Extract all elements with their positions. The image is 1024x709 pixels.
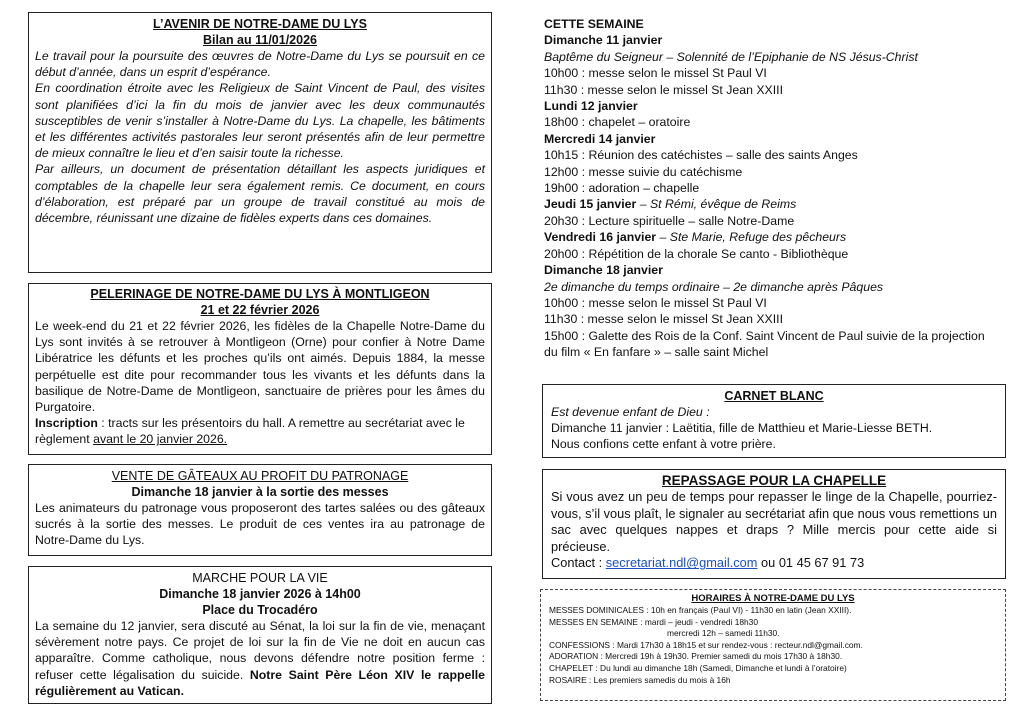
feast-inline: – Ste Marie, Refuge des pêcheurs [656,230,847,245]
event-line: 10h00 : messe selon le missel St Paul VI [544,295,767,310]
event-line: 11h30 : messe selon le missel St Jean XXIII [544,82,783,97]
event-line: 11h30 : messe selon le missel St Jean XXIII [544,312,783,327]
avenir-paragraph-1: Le travail pour la poursuite des œuvres de Notre-Dame du Lys se poursuit en ce début d’année, dans un esprit d’espérance. [35,49,485,80]
day-vendredi-16-row [544,229,994,245]
email-link[interactable]: secretariat.ndl@gmail.com [605,555,758,571]
horaires-line: ADORATION : Mercredi 19h à 19h30. Premier samedi du mois 17h30 à 18h30. [549,651,843,662]
event-line: 12h00 : messe suivie du catéchisme [544,164,743,179]
day-dimanche-11: Dimanche 11 janvier [544,33,663,48]
pelerinage-inscription [35,415,485,447]
avenir-title: L’AVENIR DE NOTRE-DAME DU LYS [153,17,367,31]
event-line: 10h15 : Réunion des catéchistes – salle des saints Anges [544,148,858,163]
feast-line: Baptême du Seigneur – Solennité de l’Epiphanie de NS Jésus-Christ [544,49,918,64]
weekly-schedule [544,16,994,361]
avenir-paragraph-2: En coordination étroite avec les Religieux de Saint Vincent de Paul, des visites sont planifiées d’ici la fin du mois de janvier avec les deux communautés susceptibles de venir s’installer à Notre-Dame du Lys. La chapelle, les bâtiments et les différentes activités pastorales leur seront présentés afin de leur permettre de mieux connaître le lieu et d’en saisir toute la richesse. [35,81,485,161]
day-vendredi-16: Vendredi 16 janvier [544,230,657,245]
schedule-heading: CETTE SEMAINE [544,17,644,31]
avenir-paragraph-3: Par ailleurs, un document de présentation détaillant les aspects juridiques et comptables de la chapelle leur sera également remis. Ce document, en cours d’élaboration, est préparé par un groupe de travail constitué au mois de décembre, réunissant une dizaine de fidèles experts dans ces domaines. [35,162,485,226]
repassage-title: REPASSAGE POUR LA CHAPELLE [661,473,887,488]
day-jeudi-15: Jeudi 15 janvier [544,197,637,212]
gateaux-title: VENTE DE GÂTEAUX AU PROFIT DU PATRONAGE [111,469,409,483]
horaires-line: MESSES DOMINICALES : 10h en français (Paul VI) - 11h30 en latin (Jean XXIII). [549,605,852,615]
gateaux-subtitle: Dimanche 18 janvier à la sortie des messes [131,485,389,499]
marche-paragraph [35,618,485,699]
day-jeudi-15-row [544,196,994,212]
horaires-line: ROSAIRE : Les premiers samedis du mois à 16h [549,674,731,685]
pelerinage-paragraph: Le week-end du 21 et 22 février 2026, les fidèles de la Chapelle Notre-Dame du Lys sont invités à se retrouver à Montligeon (Orne) pour confier à Notre Dame Libératrice les défunts et les proches qu’ils ont aimés. Depuis 1884, la messe perpétuelle est dite pour recommander tous les vivants et les défunts dans la basilique de Notre-Dame de Montligeon, sanctuaire de prières pour les âmes du Purgatoire. [35,319,485,415]
marche-text: La semaine du 12 janvier, sera discuté au Sénat, la loi sur la fin de vie, menaçant sévèrement notre pays. Ce projet de loi sur la fin de Vie ne doit en aucun cas apparaître. Comme catholique, nous devons défendre notre position ferme : refuser cette légalisation du suicide. [35,619,485,682]
carnet-title: CARNET BLANC [724,389,824,403]
carnet-box [542,384,1006,458]
marche-subtitle-place: Place du Trocadéro [202,603,318,617]
horaires-line: MESSES EN SEMAINE : mardi – jeudi - vendredi 18h30 [549,616,759,627]
pelerinage-subtitle: 21 et 22 février 2026 [200,303,320,317]
horaires-line: CONFESSIONS : Mardi 17h30 à 18h15 et sur rendez-vous : recteur.ndl@gmail.com. [549,639,863,650]
event-line: 19h00 : adoration – chapelle [544,181,700,196]
pelerinage-title: PELERINAGE DE NOTRE-DAME DU LYS À MONTLIGEON [90,287,430,301]
event-line: 18h00 : chapelet – oratoire [544,115,691,130]
event-line: 10h00 : messe selon le missel St Paul VI [544,66,767,81]
feast-line: 2e dimanche du temps ordinaire – 2e dimanche après Pâques [544,279,884,294]
repassage-contact [551,555,997,572]
repassage-box [542,469,1006,579]
event-line: 20h30 : Lecture spirituelle – salle Notre-Dame [544,213,795,228]
feast-inline: – St Rémi, évêque de Reims [636,197,797,212]
gateaux-paragraph: Les animateurs du patronage vous proposeront des tartes salées ou des gâteaux sucrés à la sortie des messes. Le produit de ces ventes ira au patronage de Notre-Dame du Lys. [35,501,485,548]
inscription-label: Inscription [35,416,98,431]
horaires-line: CHAPELET : Du lundi au dimanche 18h (Samedi, Dimanche et lundi à l’oratoire) [549,662,847,673]
marche-title: MARCHE POUR LA VIE [192,571,328,585]
marche-bold-text: Notre Saint Père Léon XIV le rappelle régulièrement au Vatican. [35,667,485,698]
event-line: 15h00 : Galette des Rois de la Conf. Saint Vincent de Paul suivie de la projection [544,328,985,343]
marche-box [28,566,492,704]
avenir-subtitle: Bilan au 11/01/2026 [203,33,317,47]
day-lundi-12: Lundi 12 janvier [544,99,638,114]
horaires-line: mercredi 12h – samedi 11h30. [667,628,780,639]
gateaux-box [28,464,492,556]
carnet-line-1: Dimanche 11 janvier : Laëtitia, fille de Matthieu et Marie-Liesse BETH. [551,421,933,436]
repassage-paragraph: Si vous avez un peu de temps pour repasser le linge de la Chapelle, pourriez-vous, s’il vous plaît, le signaler au secrétariat afin que nous vous remettions un sac avec quelques nappes et draps ? Mille mercis pour cette aide si précieuse. [551,489,997,554]
contact-phone: ou 01 45 67 91 73 [757,555,865,571]
inscription-text: : tracts sur les présentoirs du hall. A remettre au secrétariat avec le règlement [35,416,465,447]
carnet-intro: Est devenue enfant de Dieu : [551,405,710,419]
day-dimanche-18: Dimanche 18 janvier [544,263,663,278]
day-mercredi-14: Mercredi 14 janvier [544,131,656,146]
avenir-box [28,12,492,273]
horaires-title: HORAIRES À NOTRE-DAME DU LYS [691,593,855,604]
contact-label: Contact : [551,555,606,571]
inscription-deadline: avant le 20 janvier 2026. [93,432,228,447]
event-line-continued: du film « En fanfare » – salle saint Michel [544,345,769,360]
marche-subtitle-date: Dimanche 18 janvier 2026 à 14h00 [159,587,361,601]
pelerinage-box [28,283,492,455]
horaires-box [540,589,1006,701]
event-line: 20h00 : Répétition de la chorale Se canto - Bibliothèque [544,246,849,261]
carnet-line-2: Nous confions cette enfant à votre prière. [551,437,776,452]
